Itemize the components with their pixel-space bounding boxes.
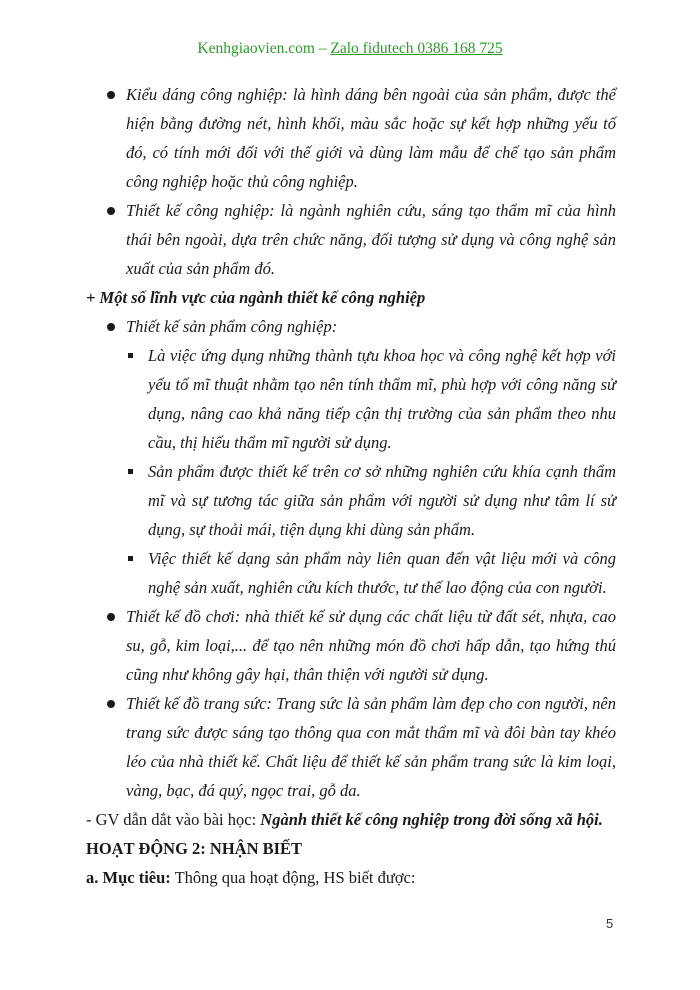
intro-lesson-title: Ngành thiết kế công nghiệp trong đời sống xã hội. bbox=[260, 810, 603, 829]
definition-item-industrial-design bbox=[86, 196, 616, 283]
subitem-materials bbox=[86, 544, 616, 602]
bullet-square bbox=[128, 353, 133, 358]
header-site: Kenhgiaovien.com bbox=[197, 40, 315, 57]
activity-heading: HOẠT ĐỘNG 2: NHẬN BIẾT bbox=[86, 839, 303, 858]
field-item-product-design bbox=[86, 312, 616, 341]
section-heading: + Một số lĩnh vực của ngành thiết kế công nghiệp bbox=[86, 288, 426, 307]
field-text: Thiết kế đồ trang sức: Trang sức là sản phẩm làm đẹp cho con người, nên trang sức được sáng tạo thông qua con mắt thẩm mĩ và đôi bàn tay khéo léo của nhà thiết kế. Chất liệu để thiết kế sản phẩm trang sức là kim loại, vàng, bạc, đá quý, ngọc trai, gỗ da. bbox=[126, 694, 616, 800]
definition-text: Thiết kế công nghiệp: là ngành nghiên cứu, sáng tạo thẩm mĩ của hình thái bên ngoài, dựa trên chức năng, đối tượng sử dụng và công nghệ sản xuất của sản phẩm đó. bbox=[126, 201, 616, 278]
field-item-jewelry-design bbox=[86, 689, 616, 805]
field-text: Thiết kế đồ chơi: nhà thiết kế sử dụng các chất liệu từ đất sét, nhựa, cao su, gỗ, kim loại,... để tạo nên những món đồ chơi hấp dẫn, tạo hứng thú cũng như không gây hại, thân thiện với người sử dụng. bbox=[126, 607, 616, 684]
objective-label: a. Mục tiêu: bbox=[86, 868, 171, 887]
subitem-research bbox=[86, 457, 616, 544]
bullet-dot bbox=[107, 613, 115, 621]
intro-prefix: - GV dẫn dắt vào bài học: bbox=[86, 810, 261, 829]
lesson-intro bbox=[86, 805, 616, 834]
bullet-dot bbox=[107, 91, 115, 99]
subitem-text: Việc thiết kế dạng sản phẩm này liên quan đến vật liệu mới và công nghệ sản xuất, nghiên cứu kích thước, tư thế lao động của con người. bbox=[148, 549, 616, 597]
subitem-text: Sản phẩm được thiết kế trên cơ sở những nghiên cứu khía cạnh thẩm mĩ và sự tương tác giữa sản phẩm với người sử dụng như tâm lí sử dụng, sự thoải mái, tiện dụng khi dùng sản phẩm. bbox=[148, 462, 616, 539]
objective-line bbox=[86, 863, 616, 892]
subitem-text: Là việc ứng dụng những thành tựu khoa học và công nghệ kết hợp với yếu tố mĩ thuật nhằm tạo nên tính thẩm mĩ, phù hợp với công năng sử dụng, nâng cao khả năng tiếp cận thị trường của sản phẩm theo nhu cầu, thị hiếu thẩm mĩ người sử dụng. bbox=[148, 346, 616, 452]
field-item-toy-design bbox=[86, 602, 616, 689]
definition-text: Kiểu dáng công nghiệp: là hình dáng bên ngoài của sản phẩm, được thể hiện bằng đường nét, hình khối, màu sắc hoặc sự kết hợp những yếu tố đó, có tính mới đối với thế giới và dùng làm mẫu để chế tạo sản phẩm công nghiệp hoặc thủ công nghiệp. bbox=[126, 85, 616, 191]
bullet-dot bbox=[107, 700, 115, 708]
field-title: Thiết kế sản phẩm công nghiệp: bbox=[126, 317, 338, 336]
bullet-dot bbox=[107, 207, 115, 215]
objective-text: Thông qua hoạt động, HS biết được: bbox=[170, 868, 416, 887]
bullet-dot bbox=[107, 323, 115, 331]
subitem-application bbox=[86, 341, 616, 457]
document-body bbox=[86, 80, 616, 892]
page-header bbox=[0, 40, 700, 58]
page-number: 5 bbox=[606, 916, 614, 931]
header-zalo-link[interactable]: Zalo fidutech 0386 168 725 bbox=[330, 40, 503, 57]
bullet-square bbox=[128, 469, 133, 474]
definition-item-industrial-design-style bbox=[86, 80, 616, 196]
bullet-square bbox=[128, 556, 133, 561]
header-separator: – bbox=[314, 40, 331, 57]
